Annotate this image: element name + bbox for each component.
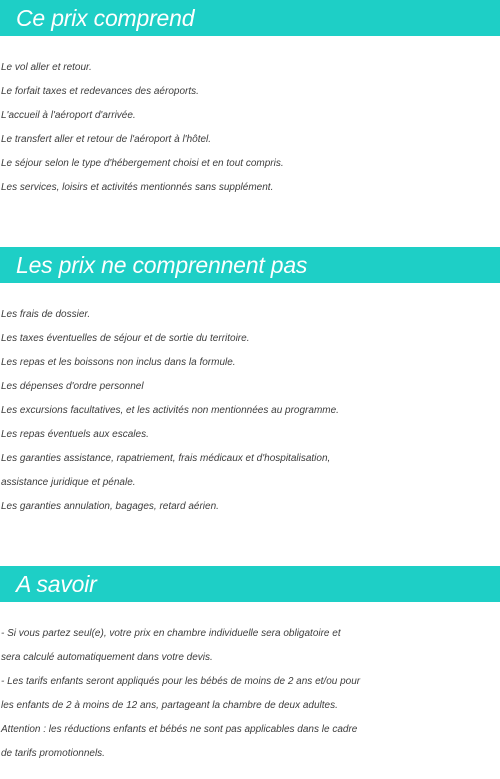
- excluded-list: [0, 303, 500, 519]
- included-list: [0, 56, 500, 200]
- excluded-item: Les garanties annulation, bagages, retard aérien.: [1, 501, 219, 512]
- info-list: [0, 622, 500, 766]
- included-item: Le transfert aller et retour de l'aéroport à l'hôtel.: [1, 134, 212, 145]
- excluded-item: Les garanties assistance, rapatriement, frais médicaux et d'hospitalisation,: [1, 453, 331, 464]
- info-line: - Si vous partez seul(e), votre prix en chambre individuelle sera obligatoire et: [1, 628, 341, 639]
- included-title: Ce prix comprend: [16, 4, 195, 31]
- excluded-item: Les repas éventuels aux escales.: [1, 429, 149, 440]
- info-header: [0, 566, 500, 602]
- excluded-item: Les excursions facultatives, et les activités non mentionnées au programme.: [1, 405, 339, 416]
- excluded-section: [0, 247, 500, 519]
- included-section: [0, 0, 500, 200]
- info-line: sera calculé automatiquement dans votre devis.: [1, 652, 213, 663]
- excluded-item: Les dépenses d'ordre personnel: [1, 381, 144, 392]
- excluded-header: [0, 247, 500, 283]
- info-section: [0, 566, 500, 766]
- excluded-title: Les prix ne comprennent pas: [16, 251, 308, 278]
- included-item: L'accueil à l'aéroport d'arrivée.: [1, 110, 136, 121]
- excluded-item: assistance juridique et pénale.: [1, 477, 136, 488]
- included-header: [0, 0, 500, 36]
- info-line: de tarifs promotionnels.: [1, 748, 105, 759]
- included-item: Le séjour selon le type d'hébergement choisi et en tout compris.: [1, 158, 284, 169]
- included-item: Les services, loisirs et activités mentionnés sans supplément.: [1, 182, 274, 193]
- info-title: A savoir: [16, 570, 97, 597]
- included-item: Le vol aller et retour.: [1, 62, 92, 73]
- excluded-item: Les frais de dossier.: [1, 309, 91, 320]
- info-line: Attention : les réductions enfants et bébés ne sont pas applicables dans le cadre: [1, 724, 358, 735]
- included-item: Le forfait taxes et redevances des aéroports.: [1, 86, 199, 97]
- info-line: - Les tarifs enfants seront appliqués pour les bébés de moins de 2 ans et/ou pour: [1, 676, 361, 687]
- info-line: les enfants de 2 à moins de 12 ans, partageant la chambre de deux adultes.: [1, 700, 338, 711]
- excluded-item: Les taxes éventuelles de séjour et de sortie du territoire.: [1, 333, 250, 344]
- excluded-item: Les repas et les boissons non inclus dans la formule.: [1, 357, 236, 368]
